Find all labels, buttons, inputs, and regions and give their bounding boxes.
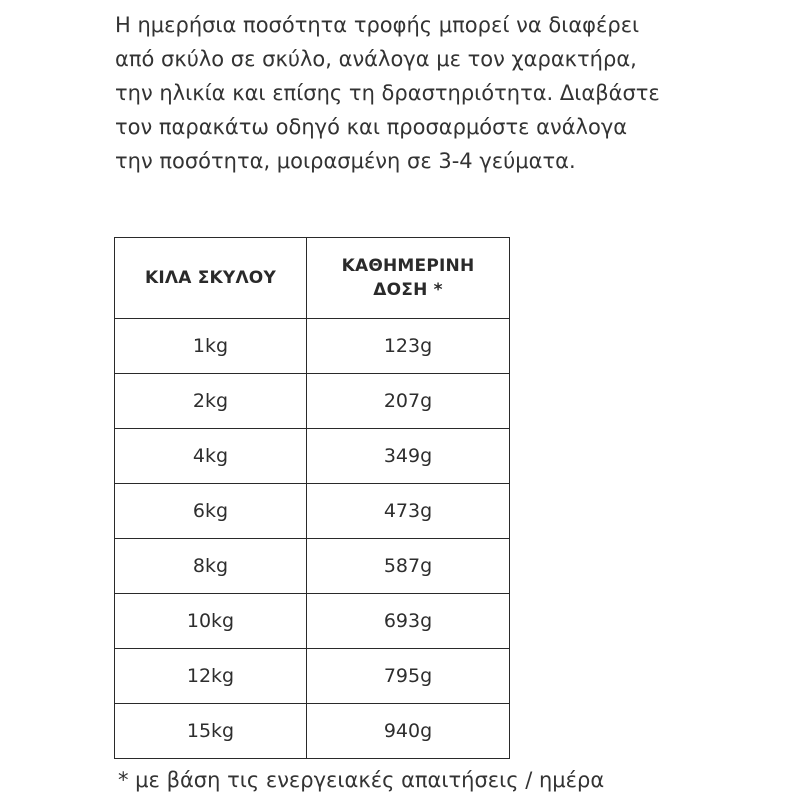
weight-cell: 6kg — [115, 484, 307, 539]
table-row — [115, 649, 510, 704]
intro-line: Η ημερήσια ποσότητα τροφής μπορεί να διαφέρει — [115, 13, 640, 37]
table-row — [115, 704, 510, 759]
header-daily-dose-line2: ΔΟΣΗ * — [373, 280, 443, 300]
dose-cell: 795g — [307, 649, 510, 704]
table-row — [115, 429, 510, 484]
weight-cell: 1kg — [115, 319, 307, 374]
dose-cell: 473g — [307, 484, 510, 539]
table-row — [115, 374, 510, 429]
table-row — [115, 484, 510, 539]
weight-cell: 2kg — [115, 374, 307, 429]
weight-cell: 4kg — [115, 429, 307, 484]
table-row — [115, 539, 510, 594]
intro-paragraph — [115, 8, 695, 178]
header-dog-weight: ΚΙΛΑ ΣΚΥΛΟΥ — [115, 238, 307, 319]
dose-cell: 349g — [307, 429, 510, 484]
intro-line: τον παρακάτω οδηγό και προσαρμόστε ανάλογα — [115, 115, 628, 139]
intro-line: την ποσότητα, μοιρασμένη σε 3-4 γεύματα. — [115, 149, 576, 173]
weight-cell: 12kg — [115, 649, 307, 704]
table-row — [115, 594, 510, 649]
table-row — [115, 319, 510, 374]
dose-cell: 940g — [307, 704, 510, 759]
table-header-row — [115, 238, 510, 319]
weight-cell: 15kg — [115, 704, 307, 759]
dose-cell: 207g — [307, 374, 510, 429]
footnote: * με βάση τις ενεργειακές απαιτήσεις / ημέρα — [118, 768, 605, 792]
weight-cell: 10kg — [115, 594, 307, 649]
feeding-table — [114, 237, 510, 759]
dose-cell: 693g — [307, 594, 510, 649]
header-daily-dose — [307, 238, 510, 319]
header-daily-dose-line1: ΚΑΘΗΜΕΡΙΝΗ — [341, 256, 475, 276]
intro-line: την ηλικία και επίσης τη δραστηριότητα. Διαβάστε — [115, 81, 660, 105]
dose-cell: 123g — [307, 319, 510, 374]
weight-cell: 8kg — [115, 539, 307, 594]
dose-cell: 587g — [307, 539, 510, 594]
intro-line: από σκύλο σε σκύλο, ανάλογα με τον χαρακτήρα, — [115, 47, 637, 71]
